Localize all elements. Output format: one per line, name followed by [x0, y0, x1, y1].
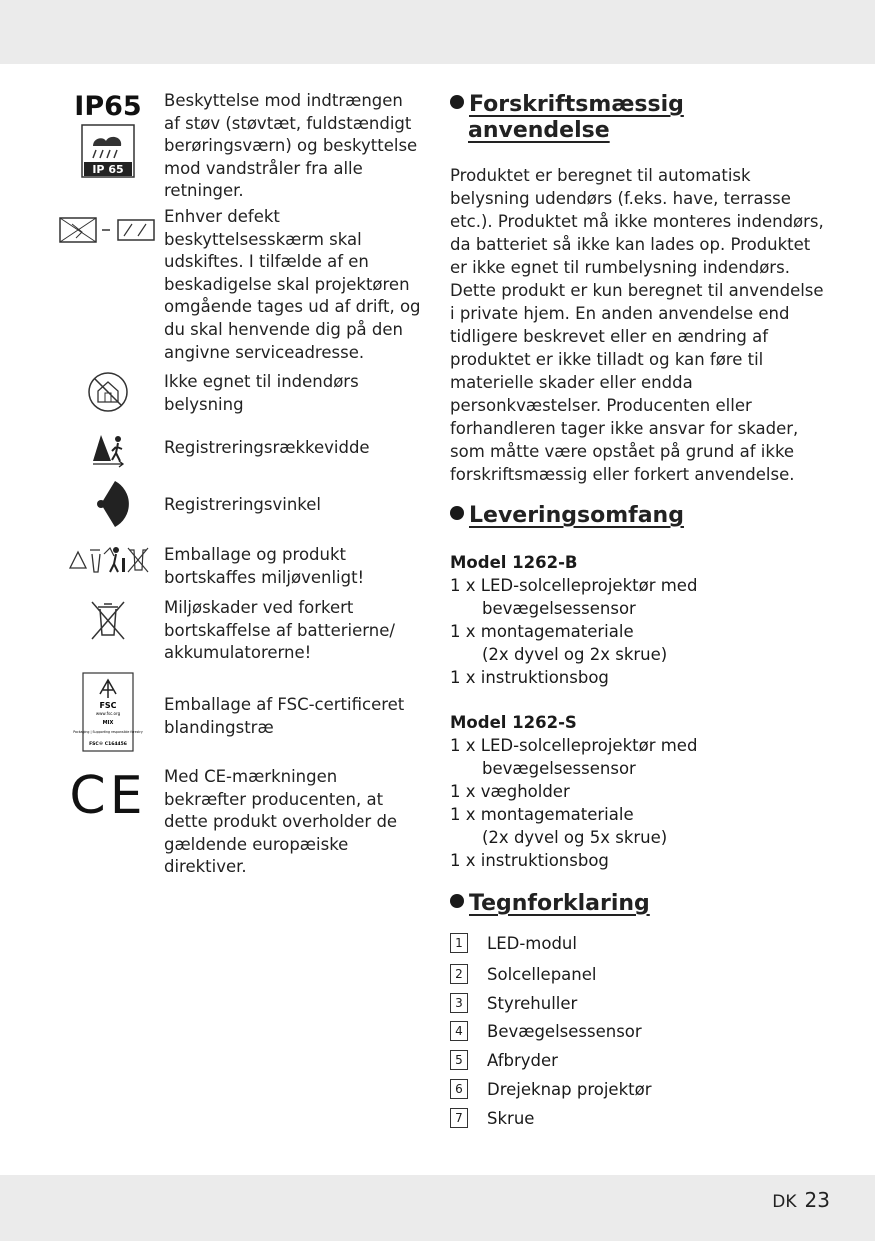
- symbol-text-ce: Med CE-mærkningen bekræfter producenten, at dette produkt overholder de gældende europæiske direktiver.: [164, 767, 398, 877]
- list-item: 1 x instruktionsbog: [450, 851, 609, 870]
- bullet-icon: [450, 95, 464, 109]
- section-heading-line2: anvendelse: [468, 118, 610, 143]
- page-number: 23: [804, 1188, 830, 1212]
- bottom-bar: [0, 1175, 875, 1241]
- model-s-title: Model 1262-S: [450, 713, 577, 732]
- ip65-label: IP65: [74, 91, 142, 122]
- list-item: 1 x montagemateriale: [450, 622, 634, 641]
- svg-text:MIX: MIX: [102, 720, 114, 726]
- symbol-text-range: Registreringsrækkevidde: [164, 438, 370, 457]
- legend-item: 6 Drejeknap projektør: [450, 1079, 651, 1099]
- legend-item: 5 Afbryder: [450, 1050, 558, 1070]
- ce-mark-icon: CE: [69, 766, 147, 826]
- svg-text:www.fsc.org: www.fsc.org: [95, 711, 121, 716]
- list-item: (2x dyvel og 2x skrue): [482, 645, 668, 664]
- detection-range-icon: [58, 427, 158, 469]
- list-item: 1 x LED-solcelleprojektør med: [450, 576, 698, 595]
- list-item: (2x dyvel og 5x skrue): [482, 828, 668, 847]
- symbol-text-recycle: Emballage og produkt bortskaffes miljøvenligt!: [164, 545, 365, 587]
- rain-dust-icon: [81, 124, 135, 178]
- svg-text:FSC: FSC: [99, 701, 117, 710]
- section-heading: Tegnforklaring: [450, 891, 830, 917]
- legend-item: 4 Bevægelsessensor: [450, 1021, 642, 1041]
- symbol-text-no-indoor: Ikke egnet til indendørs belysning: [164, 372, 359, 414]
- symbol-text-shield: Enhver defekt beskyttelsesskærm skal udskiftes. I tilfælde af en beskadigelse skal projektøren omgående tages ud af drift, og du skal henvende dig på den angivne serviceadresse.: [164, 207, 421, 362]
- top-bar: [0, 0, 875, 64]
- ip65-icon: [58, 90, 158, 178]
- page-footer: [772, 1188, 830, 1212]
- svg-text:Packaging | Supporting respons: Packaging | Supporting responsible forestry: [73, 730, 143, 734]
- section-heading: Leveringsomfang: [450, 503, 830, 529]
- legend-item: 3 Styrehuller: [450, 993, 577, 1013]
- list-item: 1 x instruktionsbog: [450, 668, 609, 687]
- list-item: 1 x vægholder: [450, 782, 570, 801]
- section-body: Produktet er beregnet til automatisk belysning udendørs (f.eks. have, terrasse etc.). Produktet må ikke monteres indendørs, da batteriet så ikke kan lades op. Produktet er ikke egnet til rumbelysning indendørs. Dette produkt er kun beregnet til anvendelse i private hjem. En anden anvendelse end tidligere beskrevet eller en ændring af produktet er ikke tilladt og kan føre til materielle skader eller endda personkvæstelser. Producenten eller forhandleren tager ikke ansvar for skader, som måtte være opstået på grund af ikke forskriftsmæssig eller forkert anvendelse.: [450, 166, 824, 484]
- section-intended-use: [450, 92, 830, 486]
- broken-glass-icon: [58, 216, 158, 244]
- recycle-icon: [58, 544, 158, 576]
- svg-text:IP 65: IP 65: [92, 163, 124, 176]
- bullet-icon: [450, 506, 464, 520]
- symbol-text-fsc: Emballage af FSC-certificeret blandingstræ: [164, 695, 405, 737]
- language-code: DK: [772, 1192, 797, 1212]
- list-item: 1 x montagemateriale: [450, 805, 634, 824]
- section-legend: [450, 891, 830, 917]
- crossed-bin-icon: [58, 599, 158, 641]
- section-delivery: [450, 503, 830, 872]
- symbol-text-ip65: Beskyttelse mod indtrængen af støv (støvtæt, fuldstændigt berøringsværn) og beskyttelse mod vandstråler fra alle retninger.: [164, 91, 418, 201]
- legend-item: 1 LED-modul: [450, 933, 577, 953]
- no-indoor-icon: [58, 371, 158, 413]
- legend-item: 7 Skrue: [450, 1108, 534, 1128]
- symbol-text-bin: Miljøskader ved forkert bortskaffelse af batterierne/ akkumulatorerne!: [164, 598, 395, 663]
- bullet-icon: [450, 894, 464, 908]
- section-heading: Forskriftsmæssig: [450, 92, 830, 118]
- detection-angle-icon: [58, 478, 158, 530]
- legend-item: 2 Solcellepanel: [450, 964, 596, 984]
- model-b-title: Model 1262-B: [450, 553, 578, 572]
- list-item: bevægelsessensor: [482, 599, 636, 618]
- list-item: 1 x LED-solcelleprojektør med: [450, 736, 698, 755]
- svg-text:FSC® C164456: FSC® C164456: [89, 742, 127, 747]
- symbol-text-angle: Registreringsvinkel: [164, 495, 321, 514]
- list-item: bevægelsessensor: [482, 759, 636, 778]
- fsc-logo-icon: [58, 672, 158, 752]
